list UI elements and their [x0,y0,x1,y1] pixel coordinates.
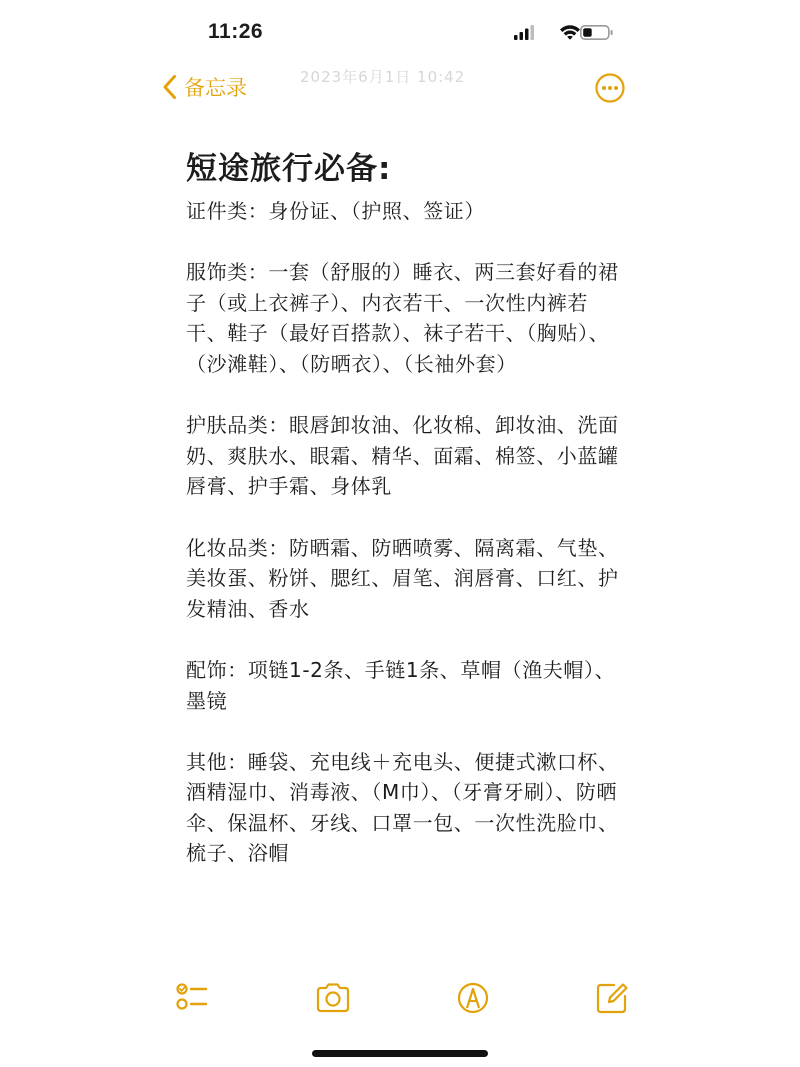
status-icons [512,22,616,42]
back-button[interactable] [162,72,247,102]
status-time: 11:26 [208,20,264,43]
wifi-icon [560,25,580,40]
navigation-bar [0,64,800,112]
ellipsis-circle-icon[interactable] [594,72,626,104]
note-content[interactable] [186,146,626,869]
status-bar [0,0,800,64]
note-title: 短途旅行必备: [186,151,392,187]
note-body: 证件类：身份证、（护照、签证） 服饰类：一套（舒服的）睡衣、两三套好看的裙子（或上衣裤子）、内衣若干、一次性内裤若干、鞋子（最好百搭款）、袜子若干、（胸贴）、（沙滩鞋）、（防晒衣）、（长袖外套） 护肤品类：眼唇卸妆油、化妆棉、卸妆油、洗面奶、爽肤水、眼霜、精华、面霜、棉签、小蓝罐唇膏、护手霜、身体乳 化妆品类：防晒霜、防晒喷雾、隔离霜、气垫、美妆蛋、粉饼、腮红、眉笔、润唇膏、口红、护发精油、香水 配饰：项链1-2条、手链1条、草帽（渔夫帽）、墨镜 其他：睡袋、充电线＋充电头、便捷式漱口杯、酒精湿巾、消毒液、（M巾）、（牙膏牙刷）、防晒伞、保温杯、牙线、口罩一包、一次性洗脸巾、梳子、浴帽 [186,199,619,866]
markup-pen-icon[interactable] [453,978,493,1018]
bottom-toolbar [0,978,800,1018]
home-indicator[interactable] [312,1050,488,1057]
camera-icon[interactable] [313,978,353,1018]
note-date: 2023年6月1日 10:42 [300,68,466,86]
battery-icon [581,26,613,39]
cellular-signal-icon [514,25,534,40]
chevron-left-icon [162,74,178,100]
back-label: 备忘录 [184,76,247,100]
compose-icon[interactable] [592,978,632,1018]
checklist-icon[interactable] [172,978,212,1018]
